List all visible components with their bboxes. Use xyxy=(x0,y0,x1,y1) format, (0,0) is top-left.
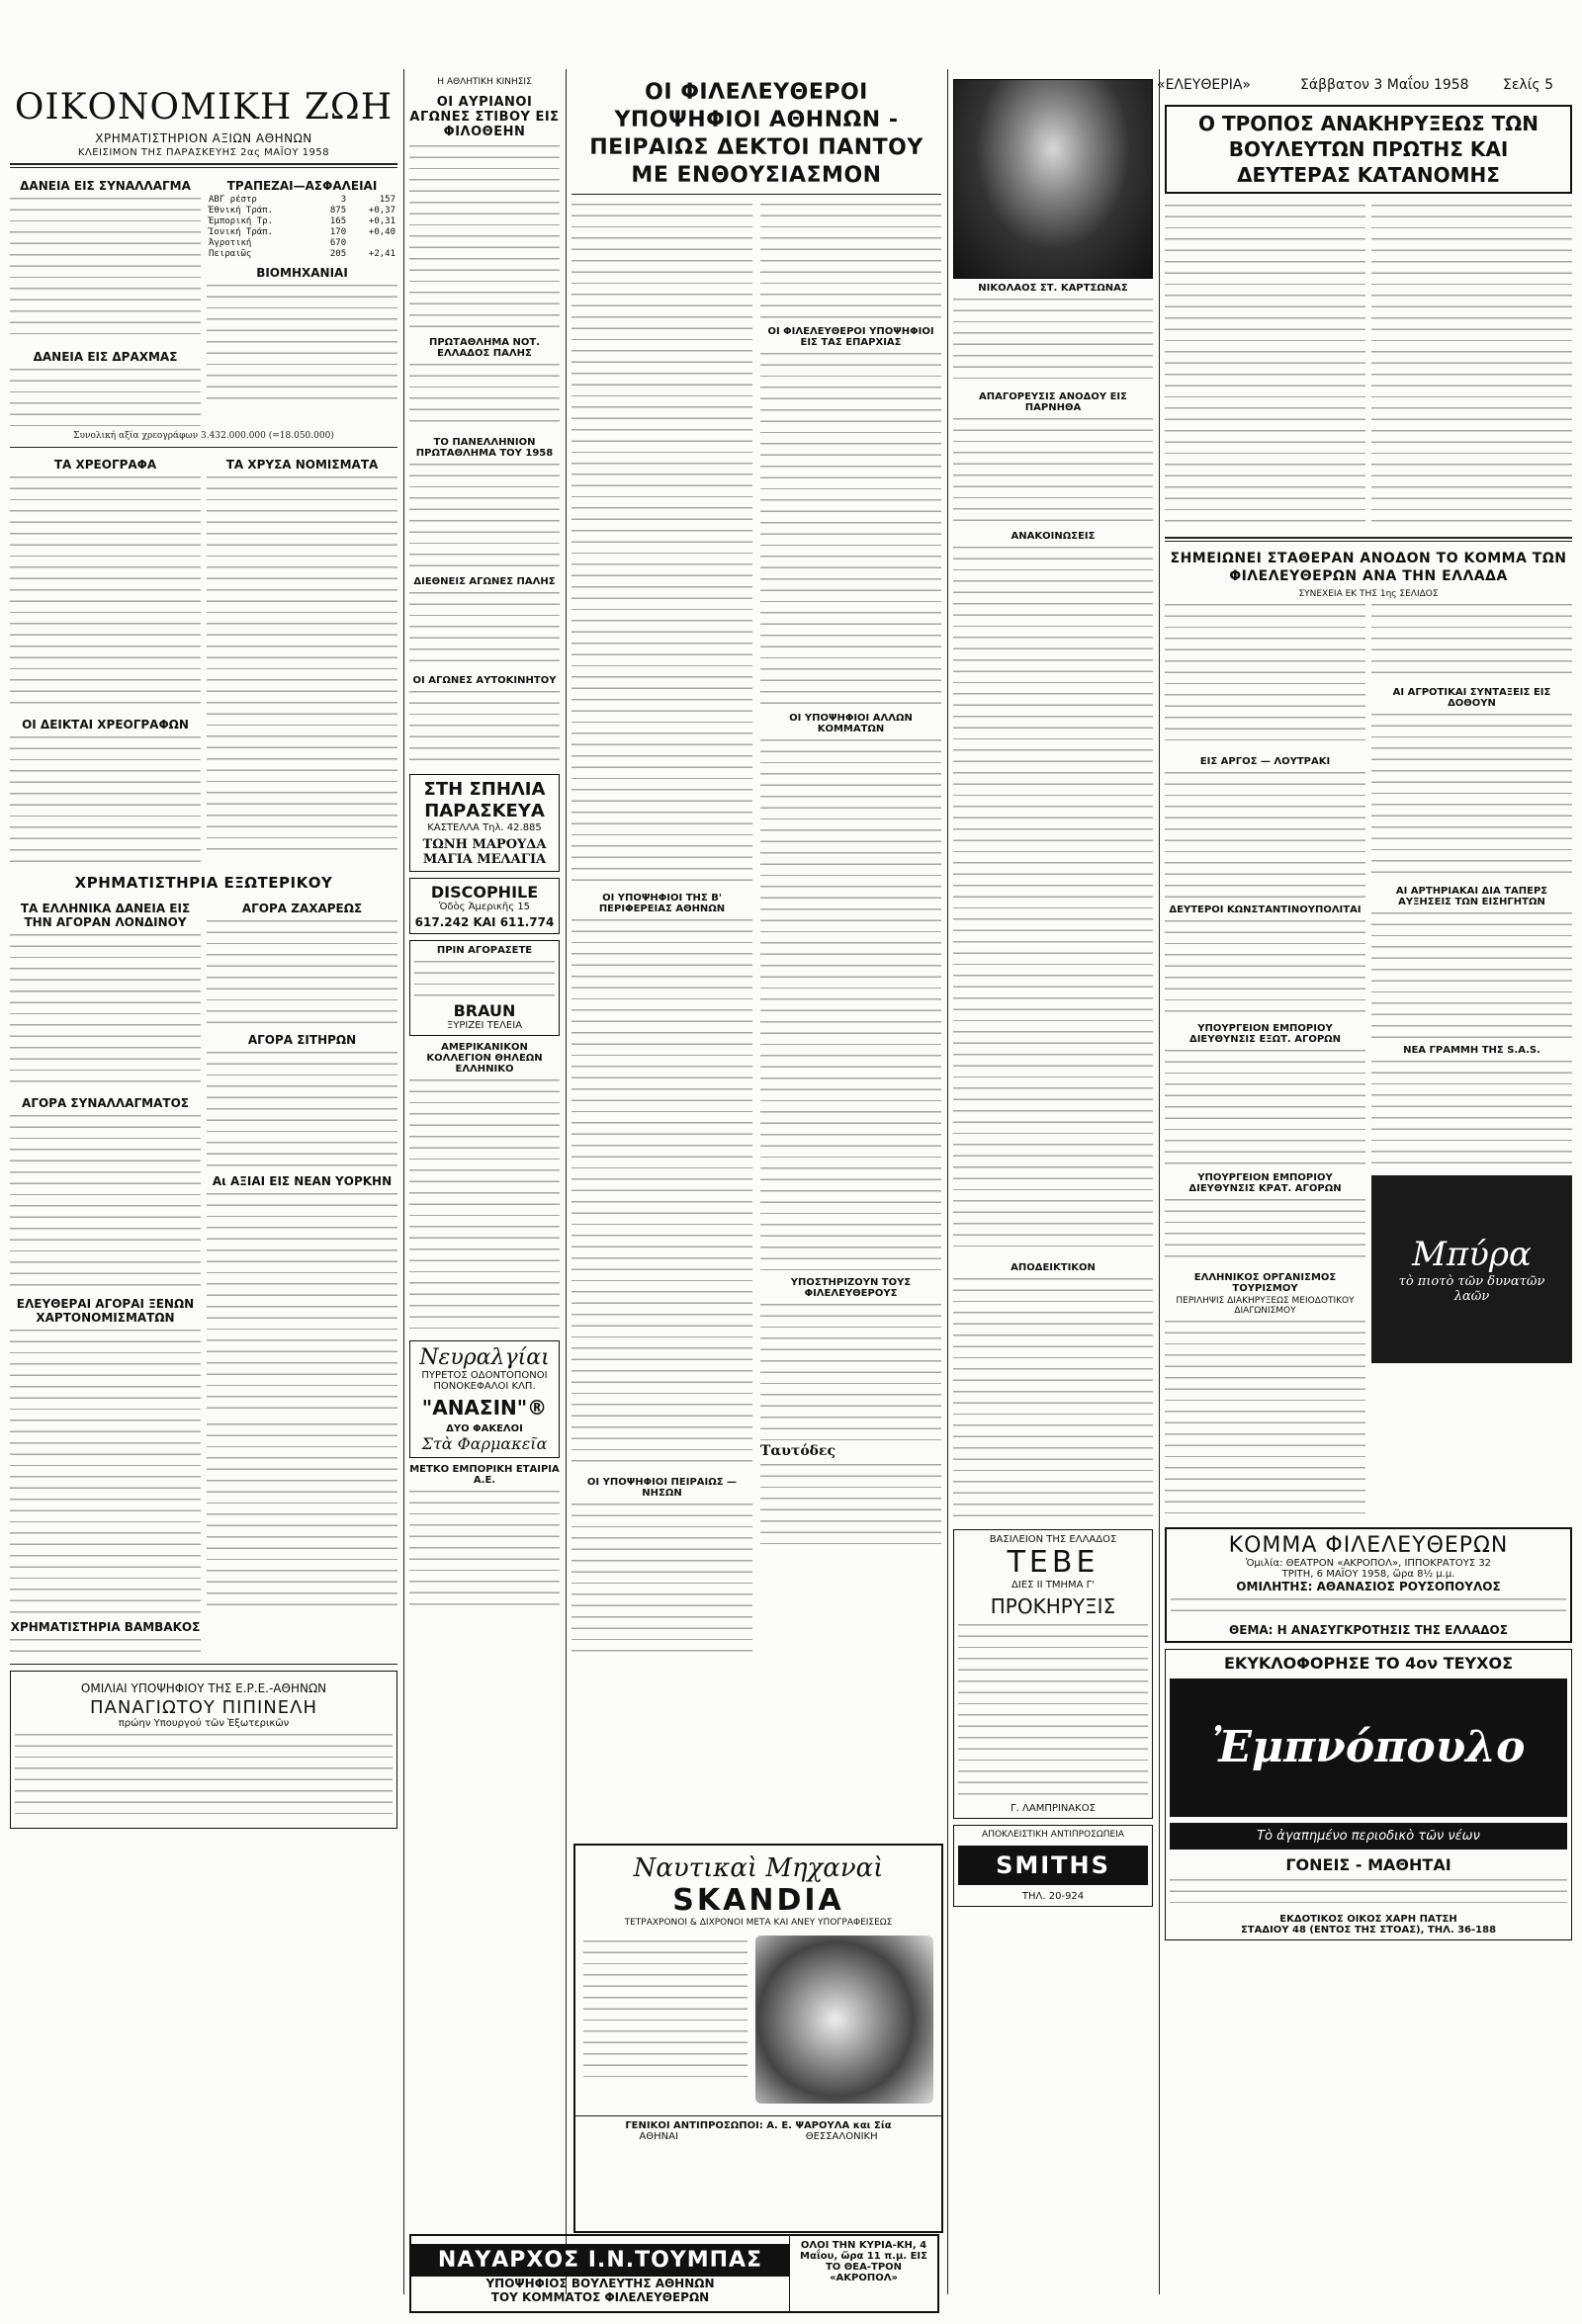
headline-box xyxy=(1165,105,1572,194)
table-row xyxy=(207,216,397,227)
text-block xyxy=(10,1113,201,1291)
column-rule xyxy=(566,69,567,2294)
beer-tagline: τὸ πιοτὸ τῶν δυνατῶν λαῶν xyxy=(1398,1274,1545,1304)
cell: +0,40 xyxy=(368,227,396,237)
economic-column xyxy=(10,69,397,2294)
page-number: Σελίς 5 xyxy=(1503,77,1554,93)
text-block xyxy=(571,202,752,469)
pharmacies: Στὰ Φαρμακεῖα xyxy=(421,1434,548,1453)
politics-text xyxy=(571,199,941,1663)
party-speaker: ΟΜΙΛΗΤΗΣ: ΑΘΑΝΑΣΙΟΣ ΡΟΥΣΟΠΟΥΛΟΣ xyxy=(1236,1580,1501,1593)
navarchos-banner xyxy=(409,2234,939,2313)
tebe-notice xyxy=(953,1529,1153,1819)
candidate-ad xyxy=(10,1671,397,1829)
politics-sub: ΟΙ ΥΠΟΨΗΦΙΟΙ ΤΗΣ Β' ΠΕΡΙΦΕΡΕΙΑΣ ΑΘΗΝΩΝ xyxy=(598,893,726,914)
drachma-loans-header: ΔΑΝΕΙΑ ΕΙΣ ΔΡΑΧΜΑΣ xyxy=(33,350,178,364)
issue-date: Σάββατον 3 Μαΐου 1958 xyxy=(1300,77,1469,93)
notice-sub: ΑΝΑΚΟΙΝΩΣΕΙΣ xyxy=(1011,531,1096,542)
text-block xyxy=(207,1421,397,1609)
analysis-sub: ΥΠΟΥΡΓΕΙΟΝ ΕΜΠΟΡΙΟΥ ΔΙΕΥΘΥΝΣΙΣ ΕΞΩΤ. ΑΓΟΡΩΝ xyxy=(1188,1023,1342,1045)
analysis-headline: Ο ΤΡΟΠΟΣ ΑΝΑΚΗΡΥΞΕΩΣ ΤΩΝ ΒΟΥΛΕΥΤΩΝ ΠΡΩΤΗΣ ΚΑΙ ΔΕΥΤΕΡΑΣ ΚΑΤΑΝΟΜΗΣ xyxy=(1197,112,1538,187)
publisher-address: ΣΤΑΔΙΟΥ 48 (ΕΝΤΟΣ ΤΗΣ ΣΤΟΑΣ), ΤΗΛ. 36-188 xyxy=(1240,1925,1497,1936)
party-theme: ΘΕΜΑ: Η ΑΝΑΣΥΓΚΡΟΤΗΣΙΣ ΤΗΣ ΕΛΛΑΔΟΣ xyxy=(1229,1623,1508,1637)
sports-headline: ΟΙ ΑΥΡΙΑΝΟΙ ΑΓΩΝΕΣ ΣΤΙΒΟΥ ΕΙΣ ΦΙΛΟΘΕΗΝ xyxy=(409,95,560,139)
candidate-header: ΟΜΙΛΙΑΙ ΥΠΟΨΗΦΙΟΥ ΤΗΣ Ε.Ρ.Ε.-ΑΘΗΝΩΝ xyxy=(80,1680,327,1695)
banks-table xyxy=(207,195,397,260)
cell: 670 xyxy=(329,238,347,248)
text-block xyxy=(760,737,941,1271)
closing-line: ΚΛΕΙΣΙΜΟΝ ΤΗΣ ΠΑΡΑΣΚΕΥΗΣ 2ας ΜΑΪΟΥ 1958 xyxy=(77,147,330,158)
text-block xyxy=(10,474,201,712)
notice-sub: ΑΠΑΓΟΡΕΥΣΙΣ ΑΝΟΔΟΥ ΕΙΣ ΠΑΡΝΗΘΑ xyxy=(979,391,1127,413)
city: ΑΘΗΝΑΙ xyxy=(639,2131,678,2142)
navarchos-sub: ΥΠΟΨΗΦΙΟΣ ΒΟΥΛΕΥΤΗΣ ΑΘΗΝΩΝ xyxy=(485,2276,715,2290)
politics-column xyxy=(571,69,941,1840)
cell: Ἰονική Τράπ. xyxy=(209,227,274,237)
cell xyxy=(348,238,397,249)
text-block xyxy=(409,462,560,570)
text-block xyxy=(953,297,1153,386)
sports-sub: ΔΙΕΘΝΕΙΣ ΑΓΩΝΕΣ ΠΑΛΗΣ xyxy=(413,576,556,587)
party-name: ΚΟΜΜΑ ΦΙΛΕΛΕΥΘΕΡΩΝ xyxy=(1228,1533,1509,1558)
cell: Ἐμπορική Τρ. xyxy=(209,216,274,226)
braun-logo: BRAUN xyxy=(453,1001,516,1020)
skandia-logo: SKANDIA xyxy=(672,1883,844,1918)
magazine-head: ΕΚΥΚΛΟΦΟΡΗΣΕ ΤΟ 4ον ΤΕΥΧΟΣ xyxy=(1223,1654,1514,1673)
analysis-sub: ΕΙΣ ΑΡΓΟΣ — ΛΟΥΤΡΑΚΙ xyxy=(1199,756,1331,767)
photo-caption: ΝΙΚΟΛΑΟΣ ΣΤ. ΚΑΡΤΣΩΝΑΣ xyxy=(978,283,1128,294)
analysis-text xyxy=(1165,200,1572,532)
smiths-ad xyxy=(953,1825,1153,1907)
text-block xyxy=(207,1050,397,1168)
text-block xyxy=(571,1502,752,1660)
text-block xyxy=(409,1077,560,1334)
braun-ad xyxy=(409,940,560,1036)
text-block xyxy=(207,1191,397,1419)
sports-sub: ΟΙ ΑΓΩΝΕΣ ΑΥΤΟΚΙΝΗΤΟΥ xyxy=(412,675,557,686)
smiths-head: ΑΠΟΚΛΕΙΣΤΙΚΗ ΑΝΤΙΠΡΟΣΩΠΕΙΑ xyxy=(982,1830,1124,1840)
table-row xyxy=(207,195,397,206)
cell: +2,41 xyxy=(368,249,396,259)
text-block xyxy=(207,918,397,1027)
text-block xyxy=(207,474,397,855)
gold-header: ΤΑ ΧΡΥΣΑ ΝΟΜΙΣΜΑΤΑ xyxy=(225,457,379,472)
beer-logo: Μπύρα xyxy=(1412,1235,1532,1274)
cell: +0,31 xyxy=(368,216,396,226)
text-block xyxy=(409,1489,560,1607)
neuralgia-list: ΠΥΡΕΤΟΣ ΟΔΟΝΤΟΠΟΝΟΙ ΠΟΝΟΚΕΦΑΛΟΙ ΚΛΠ. xyxy=(421,1370,548,1392)
cinema-star: ΤΩΝΗ ΜΑΡΟΥΔΑ xyxy=(422,837,547,852)
banks-header: ΤΡΑΠΕΖΑΙ—ΑΣΦΑΛΕΙΑΙ xyxy=(226,179,378,193)
text-block xyxy=(1165,1319,1365,1516)
text-block xyxy=(10,734,201,863)
lead-headline: ΟΙ ΦΙΛΕΛΕΥΘΕΡΟΙ ΥΠΟΨΗΦΙΟΙ ΑΘΗΝΩΝ - ΠΕΙΡΑΙΩΣ ΔΕΚΤΟΙ ΠΑΝΤΟΥ ΜΕ ΕΝΘΟΥΣΙΑΣΜΟΝ xyxy=(589,80,923,188)
text-block xyxy=(15,1732,393,1821)
anasin-logo: "ΑΝΑΣΙΝ"® xyxy=(421,1396,548,1420)
metko-header: ΜΕΤΚΟ ΕΜΠΟΡΙΚΗ ΕΤΑΙΡΙΑ Α.Ε. xyxy=(409,1464,560,1486)
continuation: ΣΥΝΕΧΕΙΑ ΕΚ ΤΗΣ 1ης ΣΕΛΙΔΟΣ xyxy=(1298,589,1439,599)
divider xyxy=(10,1664,397,1665)
text-block xyxy=(1165,602,1365,750)
section-subtitle: ΧΡΗΜΑΤΙΣΤΗΡΙΟΝ ΑΞΙΩΝ ΑΘΗΝΩΝ xyxy=(95,131,312,145)
skandia-top: Ναυτικαὶ Μηχαναὶ xyxy=(633,1853,884,1883)
text-block xyxy=(1165,770,1365,899)
politics-sub: ΟΙ ΥΠΟΨΗΦΙΟΙ ΠΕΙΡΑΙΩΣ — ΝΗΣΩΝ xyxy=(586,1477,738,1499)
notices-column xyxy=(953,69,1153,2294)
divider xyxy=(575,2115,941,2116)
analysis-body xyxy=(1165,599,1572,1519)
smiths-phone: ΤΗΛ. 20-924 xyxy=(1021,1891,1085,1902)
text-block xyxy=(1165,1197,1365,1266)
sugar-header: ΑΓΟΡΑ ΖΑΧΑΡΕΩΣ xyxy=(241,901,363,915)
cell: 170 xyxy=(329,227,347,237)
text-block xyxy=(760,1462,941,1551)
cinema-location: ΚΑΣΤΕΛΛΑ Τηλ. 42.885 xyxy=(427,822,542,833)
college-header: ΑΜΕΡΙΚΑΝΙΚΟΝ ΚΟΛΛΕΓΙΟΝ ΘΗΛΕΩΝ ΕΛΛΗΝΙΚΟ xyxy=(426,1042,543,1075)
text-block xyxy=(760,1302,941,1440)
text-block xyxy=(953,545,1153,1256)
discophile-ad xyxy=(409,878,560,934)
sports-column xyxy=(409,69,560,2294)
candidate-role: πρώην Υπουργού τῶν Ἐξωτερικῶν xyxy=(118,1717,290,1729)
text-block xyxy=(10,367,201,426)
text-block xyxy=(1371,1059,1572,1167)
braun-tagline: ΞΥΡΙΖΕΙ ΤΕΛΕΙΑ xyxy=(446,1020,523,1031)
publisher: ΕΚΔΟΤΙΚΟΣ ΟΙΚΟΣ ΧΑΡΗ ΠΑΤΣΗ xyxy=(1279,1914,1457,1925)
skandia-cities xyxy=(575,2131,941,2142)
cell: 205 xyxy=(329,249,347,259)
tebe-header: ΒΑΣΙΛΕΙΟΝ ΤΗΣ ΕΛΛΑΔΟΣ xyxy=(989,1534,1117,1545)
tourism-sub: ΠΕΡΙΛΗΨΙΣ ΔΙΑΚΗΡΥΞΕΩΣ ΜΕΙΟΔΟΤΙΚΟΥ ΔΙΑΓΩΝΙΣΜΟΥ xyxy=(1176,1296,1355,1316)
section-title: ΟΙΚΟΝΟΜΙΚΗ ΖΩΗ xyxy=(14,87,394,128)
analysis-column xyxy=(1165,99,1572,2294)
text-block xyxy=(409,143,560,331)
divider xyxy=(10,163,397,168)
sports-sub: ΠΡΩΤΑΘΛΗΜΑ ΝΟΤ. ΕΛΛΑΔΟΣ ΠΑΛΗΣ xyxy=(428,337,541,359)
city: ΘΕΣΣΑΛΟΝΙΚΗ xyxy=(805,2131,878,2142)
text-block xyxy=(760,202,941,320)
fx-area xyxy=(10,896,397,1660)
engine-image xyxy=(755,1936,933,2104)
text-block xyxy=(1371,602,1572,681)
stock-tables xyxy=(10,173,397,429)
section-label: Η ΑΘΛΗΤΙΚΗ ΚΙΝΗΣΙΣ xyxy=(437,77,532,87)
text-block xyxy=(1371,712,1572,880)
analysis-sub: ΔΕΥΤΕΡΟΙ ΚΩΝΣΤΑΝΤΙΝΟΥΠΟΛΙΤΑΙ xyxy=(1169,904,1362,915)
tautodes-title: Ταυτόδες xyxy=(760,1443,836,1459)
navarchos-event-text: ΟΛΟΙ ΤΗΝ ΚΥΡΙΑ-ΚΗ, 4 Μαΐου, ὥρα 11 π.μ. ΕΙΣ ΤΟ ΘΕΑ-ΤΡΟΝ «ΑΚΡΟΠΟΛ» xyxy=(800,2240,927,2283)
cinema-title: ΣΤΗ ΣΠΗΛΙΑ ΠΑΡΑΣΚΕΥΑ xyxy=(423,779,546,821)
tebe-notice-title: ΠΡΟΚΗΡΥΞΙΣ xyxy=(990,1594,1116,1618)
text-block xyxy=(760,351,941,707)
text-block xyxy=(1165,1048,1365,1166)
navarchos-name: ΝΑΥΑΡΧΟΣ Ι.Ν.ΤΟΥΜΠΑΣ xyxy=(411,2244,789,2277)
analysis-sub: ΝΕΑ ΓΡΑΜΜΗ ΤΗΣ S.A.S. xyxy=(1403,1045,1540,1056)
cell: Πειραιῶς xyxy=(209,249,252,259)
sports-sub: ΤΟ ΠΑΝΕΛΛΗΝΙΟΝ ΠΡΩΤΑΘΛΗΜΑ ΤΟΥ 1958 xyxy=(415,437,554,459)
text-block xyxy=(10,1328,201,1614)
text-block xyxy=(207,283,397,401)
text-block xyxy=(409,689,560,768)
analysis-sub: ΑΙ ΑΡΤΗΡΙΑΚΑΙ ΔΙΑ ΤΑΠΕΡΣ ΑΥΞΗΣΕΙΣ ΤΩΝ ΕΙΣΗΓΗΤΩΝ xyxy=(1395,886,1548,907)
analysis-sub: ΥΠΟΥΡΓΕΙΟΝ ΕΜΠΟΡΙΟΥ ΔΙΕΥΘΥΝΣΙΣ ΚΡΑΤ. ΑΓΟΡΩΝ xyxy=(1188,1172,1342,1194)
table-row xyxy=(207,238,397,249)
braun-head: ΠΡΙΝ ΑΓΟΡΑΣΕΤΕ xyxy=(436,945,533,956)
party-venue: Ὁμιλία: ΘΕΑΤΡΟΝ «ΑΚΡΟΠΟΛ», ΙΠΠΟΚΡΑΤΟΥΣ 32 xyxy=(1245,1558,1492,1569)
divider xyxy=(1165,537,1572,542)
column-rule xyxy=(403,69,404,2294)
text-block xyxy=(571,917,752,1471)
smiths-logo: SMITHS xyxy=(958,1846,1148,1885)
navarchos-sub: ΤΟΥ ΚΟΜΜΑΤΟΣ ΦΙΛΕΛΕΥΘΕΡΩΝ xyxy=(490,2289,710,2304)
notice-sub: ΑΠΟΔΕΙΚΤΙΚΟΝ xyxy=(1011,1262,1096,1273)
navarchos-event xyxy=(789,2236,937,2311)
party-event xyxy=(1165,1527,1572,1643)
party-rising-headline: ΣΗΜΕΙΩΝΕΙ ΣΤΑΘΕΡΑΝ ΑΝΟΔΟΝ ΤΟ ΚΟΜΜΑ ΤΩΝ ΦΙΛΕΛΕΥΘΕΡΩΝ ΑΝΑ ΤΗΝ ΕΛΛΑΔΑ xyxy=(1170,551,1567,584)
discophile-title: DISCOPHILE xyxy=(430,883,539,902)
magazine-ad xyxy=(1165,1649,1572,1940)
party-time: ΤΡΙΤΗ, 6 ΜΑΪΟΥ 1958, ὥρα 8½ μ.μ. xyxy=(1281,1569,1455,1580)
loans-header: ΔΑΝΕΙΑ ΕΙΣ ΣΥΝΑΛΛΑΓΜΑ xyxy=(20,179,191,193)
navarchos-main xyxy=(411,2236,789,2311)
text-block xyxy=(409,590,560,669)
cell: +0,37 xyxy=(368,206,396,215)
candidate-name: ΠΑΝΑΓΙΩΤΟΥ ΠΙΠΙΝΕΛΗ xyxy=(90,1696,317,1718)
cinema-ad xyxy=(409,774,560,872)
foreign-exchange-header: ΧΡΗΜΑΤΙΣΤΗΡΙΑ ΕΞΩΤΕΡΙΚΟΥ xyxy=(74,873,333,892)
skandia-sub: ΤΕΤΡΑΧΡΟΝΟΙ & ΔΙΧΡΟΝΟΙ ΜΕΤΑ ΚΑΙ ΑΝΕΥ ΥΠΟΓΡΑΦΕΙΣΕΩΣ xyxy=(624,1918,893,1928)
cell: Ἐθνική Τράπ. xyxy=(209,206,274,215)
divider xyxy=(10,447,397,448)
text-block xyxy=(409,362,560,431)
text-block xyxy=(1170,1877,1567,1911)
cell: ΑΒΓ ρέστρ xyxy=(209,195,257,205)
greek-loans-header: ΤΑ ΕΛΛΗΝΙΚΑ ΔΑΝΕΙΑ ΕΙΣ ΤΗΝ ΑΓΟΡΑΝ ΛΟΝΔΙΝΟΥ xyxy=(20,901,191,929)
politics-sub: ΥΠΟΣΤΗΡΙΖΟΥΝ ΤΟΥΣ ΦΙΛΕΛΕΥΘΕΡΟΥΣ xyxy=(790,1277,912,1299)
paper-name: «ΕΛΕΥΘΕΡΙΑ» xyxy=(1157,77,1251,93)
text-block xyxy=(1165,918,1365,1017)
column-rule xyxy=(1159,69,1160,2294)
discophile-address: Ὁδὸς Ἀμερικῆς 15 xyxy=(438,902,531,912)
politics-sub: ΟΙ ΦΙΛΕΛΕΥΘΕΡΟΙ ΥΠΟΨΗΦΙΟΙ ΕΙΣ ΤΑΣ ΕΠΑΡΧΙΑΣ xyxy=(767,326,934,348)
tourism-header: ΕΛΛΗΝΙΚΟΣ ΟΡΓΑΝΙΣΜΟΣ ΤΟΥΡΙΣΜΟΥ xyxy=(1193,1272,1337,1294)
text-block xyxy=(10,1637,201,1657)
analysis-sub: ΑΙ ΑΓΡΟΤΙΚΑΙ ΣΥΝΤΑΞΕΙΣ ΕΙΣ ΔΟΘΟΥΝ xyxy=(1392,687,1551,709)
portrait-photo xyxy=(953,79,1153,279)
text-block xyxy=(1165,203,1365,529)
grain-header: ΑΓΟΡΑ ΣΙΤΗΡΩΝ xyxy=(247,1032,357,1047)
cell: 875 xyxy=(329,206,347,215)
text-block xyxy=(414,959,555,998)
divider xyxy=(571,194,941,195)
cell: 165 xyxy=(329,216,347,226)
politics-sub: ΟΙ ΥΠΟΨΗΦΙΟΙ ΑΛΛΩΝ ΚΟΜΜΑΤΩΝ xyxy=(789,713,913,734)
text-block xyxy=(953,1276,1153,1523)
index-header: ΟΙ ΔΕΙΚΤΑΙ ΧΡΕΟΓΡΑΦΩΝ xyxy=(22,717,189,732)
cotton-header: ΧΡΗΜΑΤΙΣΤΗΡΙΑ ΒΑΜΒΑΚΟΣ xyxy=(10,1619,201,1634)
table-row xyxy=(207,206,397,216)
tebe-title: ΤΕΒΕ xyxy=(1007,1545,1099,1580)
text-block xyxy=(1371,203,1572,529)
skandia-dealer: ΓΕΝΙΚΟΙ ΑΝΤΙΠΡΟΣΩΠΟΙ: Α. Ε. ΨΑΡΟΥΛΑ και Σία xyxy=(625,2120,892,2131)
table-row xyxy=(207,227,397,238)
text-block xyxy=(1371,910,1572,1039)
text-block xyxy=(1171,1596,1566,1620)
fx-market-header: ΑΓΟΡΑ ΣΥΝΑΛΛΑΓΜΑΤΟΣ xyxy=(22,1095,189,1110)
table-row xyxy=(207,249,397,260)
bonds-area xyxy=(10,452,397,866)
text-block xyxy=(10,196,201,344)
anasin-ad xyxy=(409,1340,560,1458)
text-block xyxy=(571,472,752,887)
bonds-header: ΤΑ ΧΡΕΟΓΡΑΦΑ xyxy=(53,457,157,472)
discophile-phones: 617.242 ΚΑΙ 611.774 xyxy=(414,915,555,929)
magazine-tagline: Τὸ ἀγαπημένο περιοδικὸ τῶν νέων xyxy=(1170,1823,1567,1850)
parents-title: ΓΟΝΕΙΣ - ΜΑΘΗΤΑΙ xyxy=(1285,1855,1451,1874)
anasin-dose: ΔΥΟ ΦΑΚΕΛΟΙ xyxy=(446,1423,523,1434)
turnover-line: Συνολική αξία χρεογράφων 3.432.000.000 (=18.050.000) xyxy=(73,431,334,441)
column-rule xyxy=(947,69,948,2294)
new-york-header: Αι ΑΞΙΑΙ ΕΙΣ ΝΕΑΝ ΥΟΡΚΗΝ xyxy=(212,1173,393,1188)
cinema-star: ΜΑΓΙΑ ΜΕΛΑΓΙΑ xyxy=(422,852,547,867)
text-block xyxy=(953,416,1153,525)
cell: 157 xyxy=(379,195,396,205)
tebe-sub: ΔΙΕΣ ΙΙ ΤΜΗΜΑ Γ' xyxy=(1011,1580,1095,1591)
magazine-logo: Ἐμπνόπουλο xyxy=(1170,1678,1567,1817)
cell: 3 xyxy=(340,195,347,205)
free-markets-header: ΕΛΕΥΘΕΡΑΙ ΑΓΟΡΑΙ ΞΕΝΩΝ ΧΑΡΤΟΝΟΜΙΣΜΑΤΩΝ xyxy=(16,1296,195,1325)
signature: Γ. ΛΑΜΠΡΙΝΑΚΟΣ xyxy=(1011,1803,1096,1814)
skandia-body xyxy=(575,1928,941,2111)
cell: Ἀγροτική xyxy=(209,238,252,248)
text-block xyxy=(10,932,201,1090)
beer-ad xyxy=(1371,1175,1572,1363)
neuralgia-title: Νευραλγίαι xyxy=(419,1345,550,1370)
skandia-ad xyxy=(573,1844,943,2233)
industries-header: ΒΙΟΜΗΧΑΝΙΑΙ xyxy=(256,266,348,280)
text-block xyxy=(958,1622,1148,1800)
text-block xyxy=(583,1938,747,2087)
